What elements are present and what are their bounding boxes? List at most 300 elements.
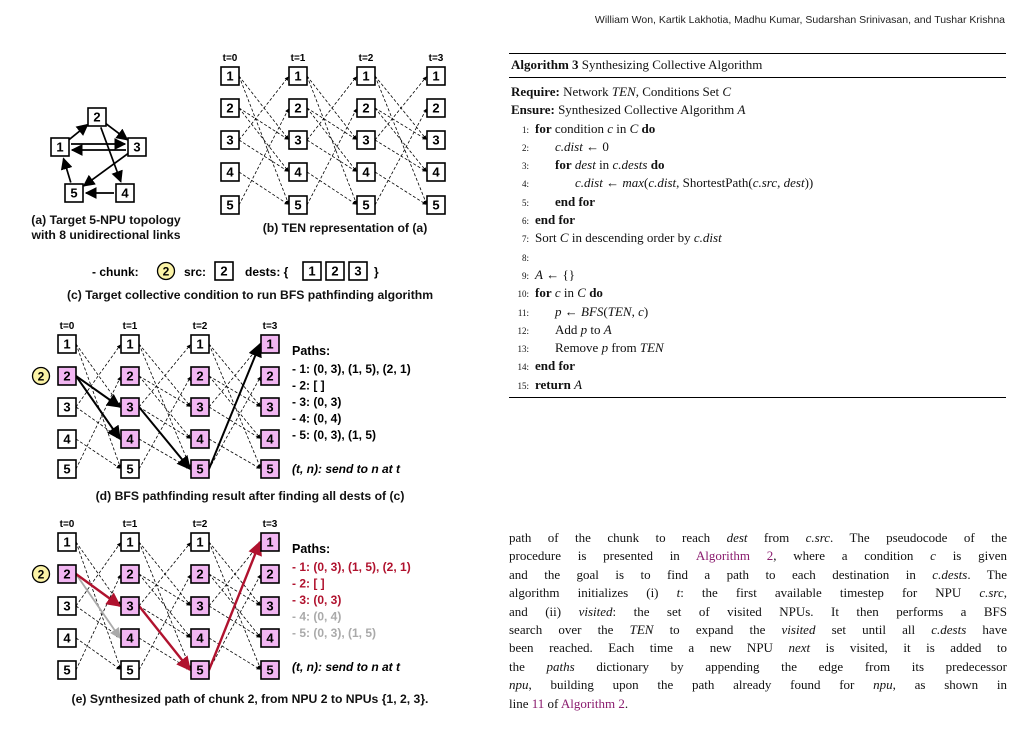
ten-link [139, 575, 191, 670]
node-label: 1 [63, 336, 71, 352]
paths-title: Paths: [292, 542, 331, 556]
ten-link [209, 376, 260, 406]
path-entry: - 2: [ ] [292, 378, 325, 393]
npu-node [121, 367, 139, 385]
line-code: end for [555, 193, 596, 209]
ten-link [76, 606, 120, 637]
ten-link [139, 574, 190, 637]
node-label: 5 [126, 662, 134, 678]
src-label: src: [184, 265, 207, 279]
algorithm-box [509, 53, 1006, 398]
ten-link [375, 77, 426, 140]
npu-node [289, 196, 307, 214]
topology-node [88, 108, 106, 126]
chunk-id: 2 [37, 369, 45, 384]
npu-node [261, 430, 279, 448]
node-label: 5 [196, 461, 204, 477]
npu-node [191, 335, 209, 353]
node-label: 4 [294, 164, 302, 180]
node-label: 3 [126, 598, 134, 614]
figure-ten-bfs [0, 0, 500, 734]
node-label: 1 [432, 68, 440, 84]
node-label: 4 [63, 630, 71, 646]
ten-link [239, 109, 289, 205]
line-number: 4: [521, 179, 529, 190]
path-entry: - 3: (0, 3) [292, 395, 342, 409]
caption-d: (d) BFS pathfinding result after finding all dests of (c) [95, 489, 405, 503]
node-label: 5 [266, 662, 274, 678]
npu-node [121, 597, 139, 615]
node-label: 3 [126, 399, 134, 415]
npu-node [427, 99, 445, 117]
node-label: 2 [294, 100, 302, 116]
time-label: t=1 [290, 53, 306, 64]
ten-link [209, 345, 260, 407]
ten-link [139, 638, 190, 669]
ten-diagram-b [221, 53, 445, 214]
npu-node [221, 99, 239, 117]
npu-node [289, 99, 307, 117]
ten-link [239, 140, 288, 171]
algorithm-line [509, 193, 1006, 211]
node-label: 1 [308, 263, 316, 279]
node-label: 4 [121, 185, 129, 201]
node-label: 5 [266, 461, 274, 477]
line-code: return A [535, 376, 583, 392]
npu-node [58, 335, 76, 353]
npu-node [121, 398, 139, 416]
algorithm-line [509, 229, 1006, 247]
node-label: 3 [266, 598, 274, 614]
node-label: 3 [196, 598, 204, 614]
node-label: 5 [362, 197, 370, 213]
npu-node [261, 629, 279, 647]
line-number: 1: [521, 124, 529, 135]
node-label: 4 [126, 431, 134, 447]
ten-link [139, 543, 190, 606]
node-label: 5 [226, 197, 234, 213]
ten-link [375, 76, 426, 139]
ten-link [209, 575, 261, 670]
node-label: 2 [266, 368, 274, 384]
npu-node [261, 367, 279, 385]
line-code: c.dist ← max(c.dist, ShortestPath(c.src, dest)) [575, 175, 814, 191]
node-label: 2 [126, 368, 134, 384]
ten-link [139, 344, 191, 468]
ten-link [209, 439, 260, 469]
ten-link [76, 638, 120, 669]
npu-node [58, 629, 76, 647]
line-code: p ← BFS(TEN, c) [555, 303, 649, 319]
caption-c: (c) Target collective condition to run BFS pathfinding algorithm [66, 288, 434, 302]
path-entry: - 5: (0, 3), (1, 5) [292, 626, 377, 640]
npu-node [121, 533, 139, 551]
paragraph-line: line 11 of Algorithm 2. [509, 695, 629, 711]
npu-node [261, 398, 279, 416]
line-number: 2: [521, 142, 529, 153]
line-code: A ← {} [535, 266, 575, 282]
time-label: t=2 [192, 519, 208, 530]
dests-label: dests: { [245, 265, 289, 279]
ten-link [139, 376, 190, 438]
time-label: t=2 [192, 321, 208, 332]
line-number: 3: [521, 161, 529, 172]
ten-link [139, 345, 190, 407]
npu-node [191, 430, 209, 448]
paths-legend: (t, n): send to n at t [292, 660, 400, 674]
paragraph-line: procedure is presented in Algorithm 2, where a condition c is given [509, 548, 1007, 564]
ten-link [307, 76, 356, 139]
npu-node [121, 460, 139, 478]
algorithm-line [509, 138, 1006, 156]
line-number: 13: [517, 344, 529, 355]
node-label: 2 [63, 368, 71, 384]
algorithm-lines [509, 120, 1006, 394]
line-number: 12: [517, 325, 529, 336]
ten-link [209, 377, 261, 469]
node-label: 3 [432, 132, 440, 148]
time-label: t=0 [59, 321, 75, 332]
npu-node [261, 533, 279, 551]
path-entry: - 4: (0, 4) [292, 609, 342, 624]
time-label: t=2 [358, 53, 374, 64]
npu-node [121, 565, 139, 583]
bottom-rule [509, 397, 1006, 398]
npu-node [289, 163, 307, 181]
line-number: 15: [517, 380, 529, 391]
node-label: 1 [196, 534, 204, 550]
npu-node [261, 597, 279, 615]
node-label: 3 [354, 263, 362, 279]
path-edge [76, 376, 120, 439]
line-number: 8: [521, 252, 529, 263]
node-label: 2 [196, 368, 204, 384]
ten-link [375, 108, 426, 171]
body-paragraph [509, 529, 1007, 713]
npu-node [357, 67, 375, 85]
npu-node [289, 131, 307, 149]
algorithm-line [509, 376, 1006, 394]
algorithm-line [509, 357, 1006, 375]
ten-link [375, 172, 426, 204]
node-label: 3 [362, 132, 370, 148]
algorithm-line [509, 174, 1006, 192]
ten-link [76, 542, 120, 605]
ten-link [139, 606, 190, 637]
npu-node [221, 196, 239, 214]
caption-b: (b) TEN representation of (a) [262, 221, 428, 235]
ten-diagram-d [33, 321, 411, 478]
paragraph-line: path of the chunk to reach dest from c.src. The pseudocode of the [509, 530, 1007, 545]
npu-node [357, 131, 375, 149]
node-label: 1 [362, 68, 370, 84]
node-label: 3 [196, 399, 204, 415]
ten-link [239, 77, 288, 140]
npu-node [191, 565, 209, 583]
topology-graph [51, 108, 146, 202]
time-label: t=3 [262, 321, 278, 332]
npu-node [58, 565, 76, 583]
node-label: 1 [226, 68, 234, 84]
npu-node [261, 565, 279, 583]
line-number: 7: [521, 234, 529, 245]
node-label: 4 [226, 164, 234, 180]
node-label: 5 [70, 185, 78, 201]
condition-row [92, 262, 379, 280]
src-node [215, 262, 233, 280]
topology-link [69, 125, 88, 141]
node-label: 2 [432, 100, 440, 116]
ten-link [375, 140, 426, 171]
npu-node [58, 367, 76, 385]
time-label: t=3 [262, 519, 278, 530]
npu-node [191, 629, 209, 647]
caption-a: (a) Target 5-NPU topology with 8 unidirectional links [31, 213, 181, 242]
line-number: 5: [521, 197, 529, 208]
algorithm-line [509, 321, 1006, 339]
path-edge [139, 606, 190, 670]
chunk-id: 2 [37, 567, 45, 582]
npu-node [121, 629, 139, 647]
npu-node [289, 67, 307, 85]
paragraph-line: algorithm initializes (i) t: the first available timestep for NPU c.src, [509, 585, 1007, 601]
line-code: Add p to A [555, 321, 612, 337]
node-label: 5 [432, 197, 440, 213]
paragraph-line: the paths dictionary by appending the edge from its predecessor [509, 658, 1007, 674]
node-label: 2 [126, 566, 134, 582]
node-label: 2 [331, 263, 339, 279]
line-code: c.dist ← 0 [555, 138, 609, 154]
node-label: 1 [126, 336, 134, 352]
npu-node [58, 533, 76, 551]
path-entry: - 2: [ ] [292, 576, 325, 591]
caption-e: (e) Synthesized path of chunk 2, from NPU 2 to NPUs {1, 2, 3}. [71, 692, 429, 706]
dests-close: } [374, 265, 379, 279]
ten-link [139, 439, 190, 469]
ten-link [139, 377, 191, 469]
line-number: 11: [517, 307, 529, 318]
algorithm-line [509, 156, 1006, 174]
topology-link [63, 158, 70, 182]
time-label: t=0 [222, 53, 238, 64]
line-code: for c in C do [535, 285, 603, 301]
npu-node [58, 661, 76, 679]
line-code: Remove p from TEN [555, 340, 664, 356]
paragraph-line: search over the TEN to expand the visited set until all c.dests have [509, 621, 1007, 637]
node-label: 1 [266, 336, 274, 352]
node-label: 4 [63, 431, 71, 447]
line-number: 9: [521, 270, 529, 281]
npu-node [261, 661, 279, 679]
topology-node [51, 138, 69, 156]
npu-node [191, 597, 209, 615]
ten-link [139, 542, 190, 605]
line-code: for dest in c.dests do [555, 157, 665, 173]
node-label: 3 [266, 399, 274, 415]
node-label: 3 [226, 132, 234, 148]
chunk-id: 2 [162, 264, 170, 279]
algorithm-line [509, 248, 1006, 266]
node-label: 2 [93, 109, 101, 125]
algorithm-line [509, 120, 1006, 138]
ten-link [307, 109, 357, 205]
ten-link [76, 439, 120, 468]
npu-node [191, 661, 209, 679]
node-label: 5 [126, 461, 134, 477]
path-edge [76, 574, 120, 606]
npu-node [121, 661, 139, 679]
path-entry: - 1: (0, 3), (1, 5), (2, 1) [292, 560, 411, 574]
topology-node [65, 184, 83, 202]
line-number: 6: [521, 216, 529, 227]
ten-link [209, 542, 260, 605]
running-header: William Won, Kartik Lakhotia, Madhu Kumar, Sudarshan Srinivasan, and Tushar Krishna [594, 14, 1005, 26]
node-label: 2 [266, 566, 274, 582]
ten-link [307, 77, 356, 140]
topology-node [116, 184, 134, 202]
node-label: 5 [294, 197, 302, 213]
ten-link [307, 140, 356, 171]
ten-diagram-e [33, 519, 411, 679]
ten-link [76, 345, 120, 407]
line-number: 14: [517, 362, 529, 373]
node-label: 2 [63, 566, 71, 582]
paths-legend: (t, n): send to n at t [292, 462, 400, 476]
npu-node [357, 196, 375, 214]
node-label: 4 [432, 164, 440, 180]
ten-link [139, 344, 190, 406]
node-label: 5 [63, 461, 71, 477]
ten-link [307, 172, 356, 204]
npu-node [58, 398, 76, 416]
npu-node [58, 430, 76, 448]
ten-link [76, 543, 120, 606]
node-label: 1 [126, 534, 134, 550]
algorithm-title: Algorithm 3 Synthesizing Collective Algorithm [511, 57, 763, 72]
node-label: 3 [63, 399, 71, 415]
line-code: end for [535, 212, 576, 228]
node-label: 2 [196, 566, 204, 582]
node-label: 1 [63, 534, 71, 550]
npu-node [427, 67, 445, 85]
dest-node [326, 262, 344, 280]
node-label: 4 [362, 164, 370, 180]
node-label: 4 [266, 630, 274, 646]
topology-link [106, 124, 128, 140]
ten-link [239, 108, 288, 171]
node-label: 1 [56, 139, 64, 155]
algorithm-line [509, 303, 1006, 321]
algorithm-ensure: Ensure: Synthesized Collective Algorithm A [511, 102, 746, 118]
ten-link [76, 344, 120, 406]
npu-node [121, 335, 139, 353]
node-label: 5 [196, 662, 204, 678]
algorithm-line [509, 284, 1006, 302]
npu-node [427, 131, 445, 149]
npu-node [58, 460, 76, 478]
ten-link [239, 172, 288, 204]
node-label: 2 [362, 100, 370, 116]
condition-prefix: - chunk: [92, 265, 139, 279]
path-entry: - 5: (0, 3), (1, 5) [292, 428, 377, 442]
ten-link [375, 109, 427, 205]
path-edge [139, 407, 190, 469]
ten-link [209, 543, 260, 606]
paragraph-line: npu, building upon the path already found for npu, as shown in [509, 677, 1007, 693]
path-entry: - 1: (0, 3), (1, 5), (2, 1) [292, 362, 411, 376]
npu-node [191, 398, 209, 416]
algorithm-require: Require: Network TEN, Conditions Set C [511, 84, 732, 99]
paths-title: Paths: [292, 344, 331, 358]
line-code: for condition c in C do [535, 120, 656, 136]
npu-node [261, 335, 279, 353]
dest-node [303, 262, 321, 280]
ten-link [239, 76, 288, 139]
paragraph-line: and the goal is to find a path to each destination in c.dests. The [509, 566, 1007, 582]
paragraph-line: been reached. Each time a new NPU next is visited, it is added to [509, 640, 1007, 656]
node-label: 4 [126, 630, 134, 646]
paragraph-line: and (ii) visited: the set of visited NPUs. It then performs a BFS [509, 603, 1007, 619]
npu-node [357, 99, 375, 117]
algorithm-line [509, 266, 1006, 284]
ten-link [209, 344, 260, 406]
node-label: 4 [196, 630, 204, 646]
time-label: t=0 [59, 519, 75, 530]
ten-link [209, 606, 260, 637]
node-label: 2 [226, 100, 234, 116]
time-label: t=3 [428, 53, 444, 64]
node-label: 1 [196, 336, 204, 352]
npu-node [191, 460, 209, 478]
npu-node [357, 163, 375, 181]
ten-link [307, 108, 356, 171]
npu-node [221, 67, 239, 85]
node-label: 3 [294, 132, 302, 148]
time-label: t=1 [122, 519, 138, 530]
ten-link [139, 376, 190, 406]
npu-node [121, 430, 139, 448]
npu-node [427, 163, 445, 181]
npu-node [427, 196, 445, 214]
node-label: 1 [266, 534, 274, 550]
node-label: 5 [63, 662, 71, 678]
node-label: 3 [133, 139, 141, 155]
line-code: Sort C in descending order by c.dist [535, 230, 722, 246]
path-entry: - 4: (0, 4) [292, 411, 342, 426]
node-label: 4 [196, 431, 204, 447]
line-number: 10: [517, 289, 529, 300]
path-entry: - 3: (0, 3) [292, 593, 342, 607]
topology-link [101, 127, 121, 181]
time-label: t=1 [122, 321, 138, 332]
npu-node [191, 533, 209, 551]
topology-node [128, 138, 146, 156]
node-label: 2 [220, 263, 228, 279]
npu-node [261, 460, 279, 478]
algorithm-line [509, 211, 1006, 229]
dest-node [349, 262, 367, 280]
npu-node [191, 367, 209, 385]
npu-node [58, 597, 76, 615]
npu-node [221, 131, 239, 149]
line-code: end for [535, 358, 576, 374]
node-label: 1 [294, 68, 302, 84]
algorithm-line [509, 339, 1006, 357]
node-label: 4 [266, 431, 274, 447]
path-edge [76, 574, 120, 638]
node-label: 3 [63, 598, 71, 614]
ten-link [76, 344, 121, 468]
